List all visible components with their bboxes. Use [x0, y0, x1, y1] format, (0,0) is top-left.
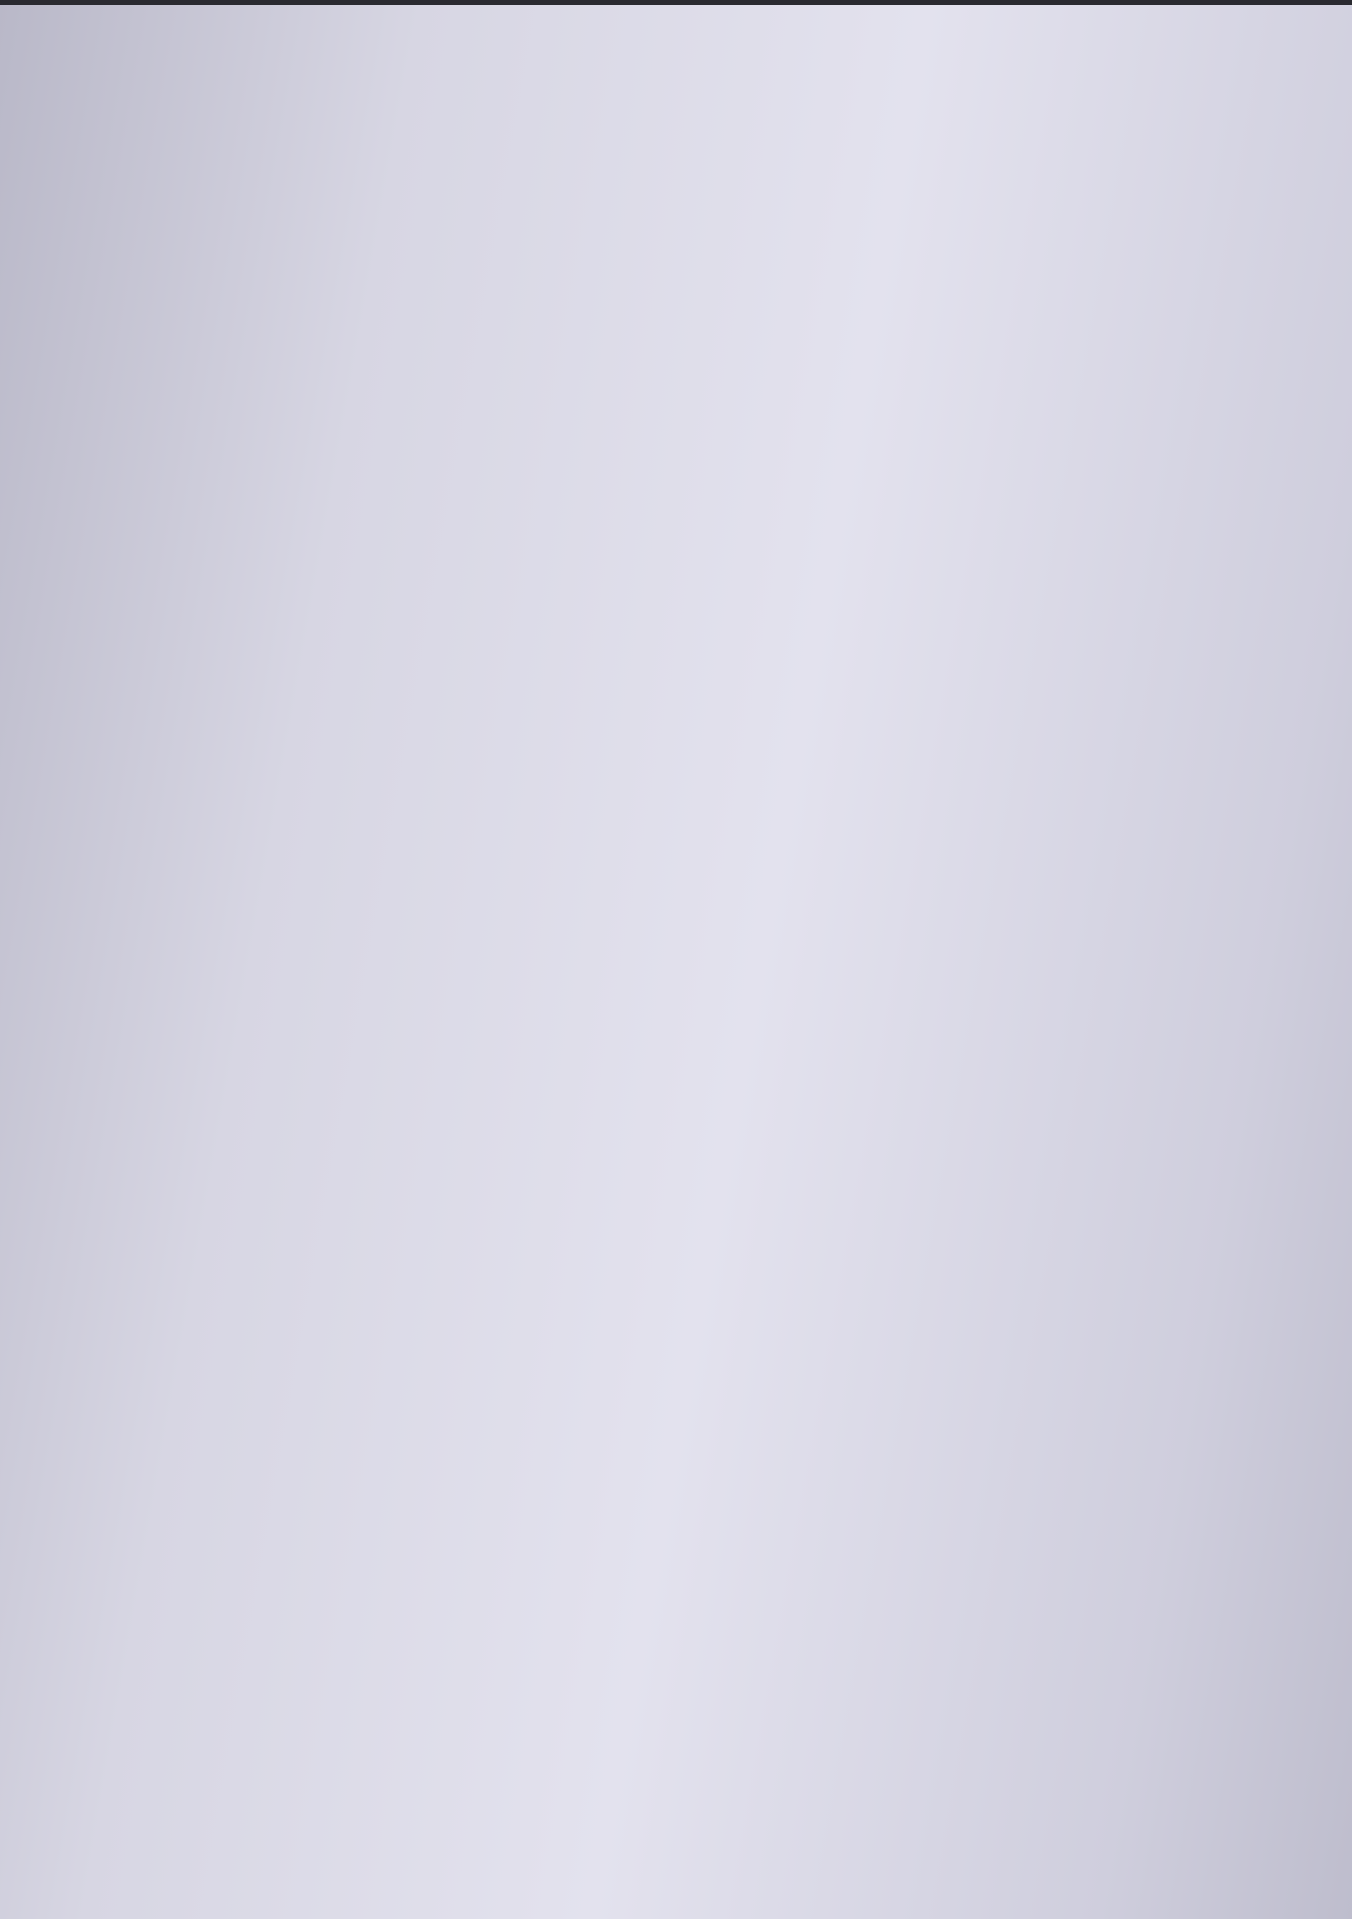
quote-items [159, 104, 1239, 127]
